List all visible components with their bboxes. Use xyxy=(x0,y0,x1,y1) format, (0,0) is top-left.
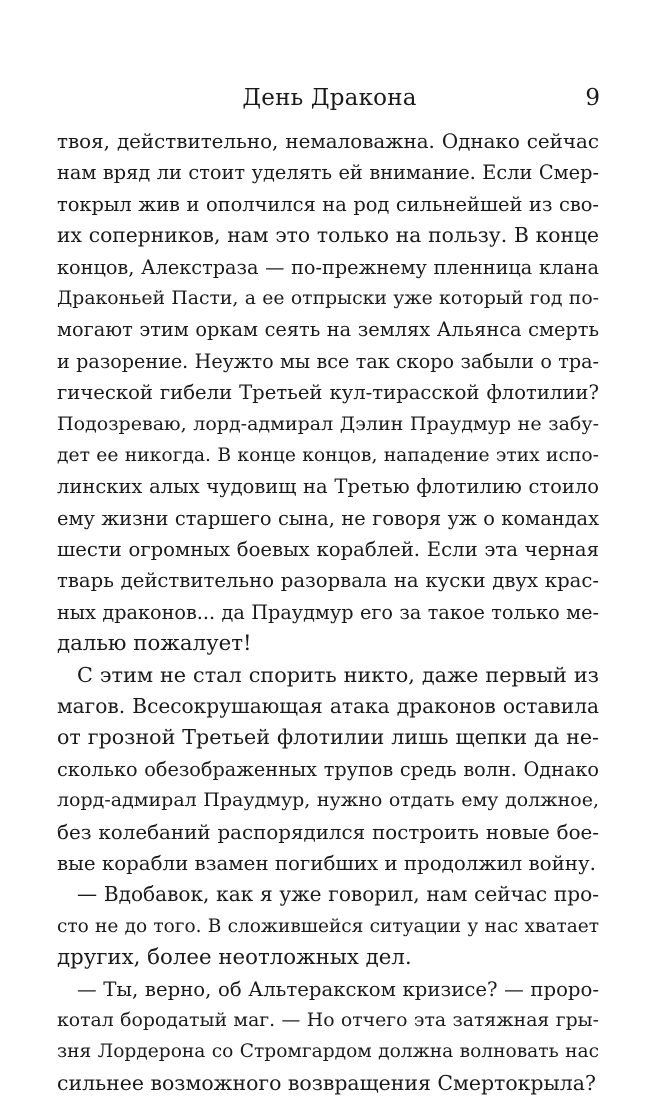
text-line: далью пожалует! xyxy=(57,631,252,657)
chapter-title: День Дракона xyxy=(242,85,417,111)
text-line: котал бородатый маг. — Но отчего эта затяжная гры- xyxy=(57,1009,599,1031)
text-line: без колебаний распорядился построить новые бое- xyxy=(57,820,599,844)
text-line: токрыл жив и ополчился на род сильнейшей из сво- xyxy=(57,192,599,216)
text-line: ему жизни старшего сына, не говоря уж о командах xyxy=(57,506,599,530)
text-line: вые корабли взамен погибших и продолжил войну. xyxy=(57,851,596,875)
running-header xyxy=(0,80,659,116)
text-line: тварь действительно разорвала на куски двух крас- xyxy=(57,569,599,593)
text-line: твоя, действительно, немаловажна. Однако сейчас xyxy=(57,130,599,153)
text-line: дет ее никогда. В конце концов, нападение этих испо- xyxy=(57,444,599,466)
text-line: зня Лордерона со Стромгардом должна волновать нас xyxy=(57,1041,599,1063)
text-line: магов. Всесокрушающая атака драконов оставила xyxy=(57,694,599,719)
text-line: концов, Алекстраза — по-прежнему пленница клана xyxy=(57,255,599,279)
text-line: линских алых чудовищ на Третью флотилию стоило xyxy=(57,475,599,499)
text-line: сколько обезображенных трупов средь волн. Однако xyxy=(57,757,599,781)
text-line: лорд-адмирал Праудмур, нужно отдать ему должное, xyxy=(57,789,599,812)
body-text xyxy=(57,126,599,1099)
text-line: шести огромных боевых кораблей. Если эта черная xyxy=(57,538,599,562)
text-line: Драконьей Пасти, а ее отпрыски уже который год по- xyxy=(57,287,599,309)
text-line: других, более неотложных дел. xyxy=(57,945,412,971)
text-line: сильнее возможного возвращения Смертокрыла? xyxy=(57,1070,596,1095)
text-line: гической гибели Третьей кул-тирасской флотилии? xyxy=(57,381,599,405)
text-line: нам вряд ли стоит уделять ей внимание. Если Смер- xyxy=(57,161,599,185)
text-line: их соперников, нам это только на пользу. В конце xyxy=(57,223,599,248)
page-number: 9 xyxy=(585,85,600,111)
text-line: сто не до того. В сложившейся ситуации у нас хватает xyxy=(57,915,599,937)
text-line: и разорение. Неужто мы все так скоро забыли о тра- xyxy=(57,349,599,373)
paragraph-first-line: — Ты, верно, об Альтеракском кризисе? — проро- xyxy=(77,977,599,1001)
text-line: ных драконов... да Праудмур его за такое только ме- xyxy=(57,600,599,624)
text-line: Подозреваю, лорд-адмирал Дэлин Праудмур не забу- xyxy=(57,412,599,435)
paragraph-first-line: — Вдобавок, как я уже говорил, нам сейчас про- xyxy=(77,882,599,907)
paragraph-first-line: С этим не стал спорить никто, даже первый из xyxy=(77,662,599,687)
text-line: от грозной Третьей флотилии лишь щепки да не- xyxy=(57,725,599,750)
text-line: могают этим оркам сеять на землях Альянса смерть xyxy=(57,318,599,342)
